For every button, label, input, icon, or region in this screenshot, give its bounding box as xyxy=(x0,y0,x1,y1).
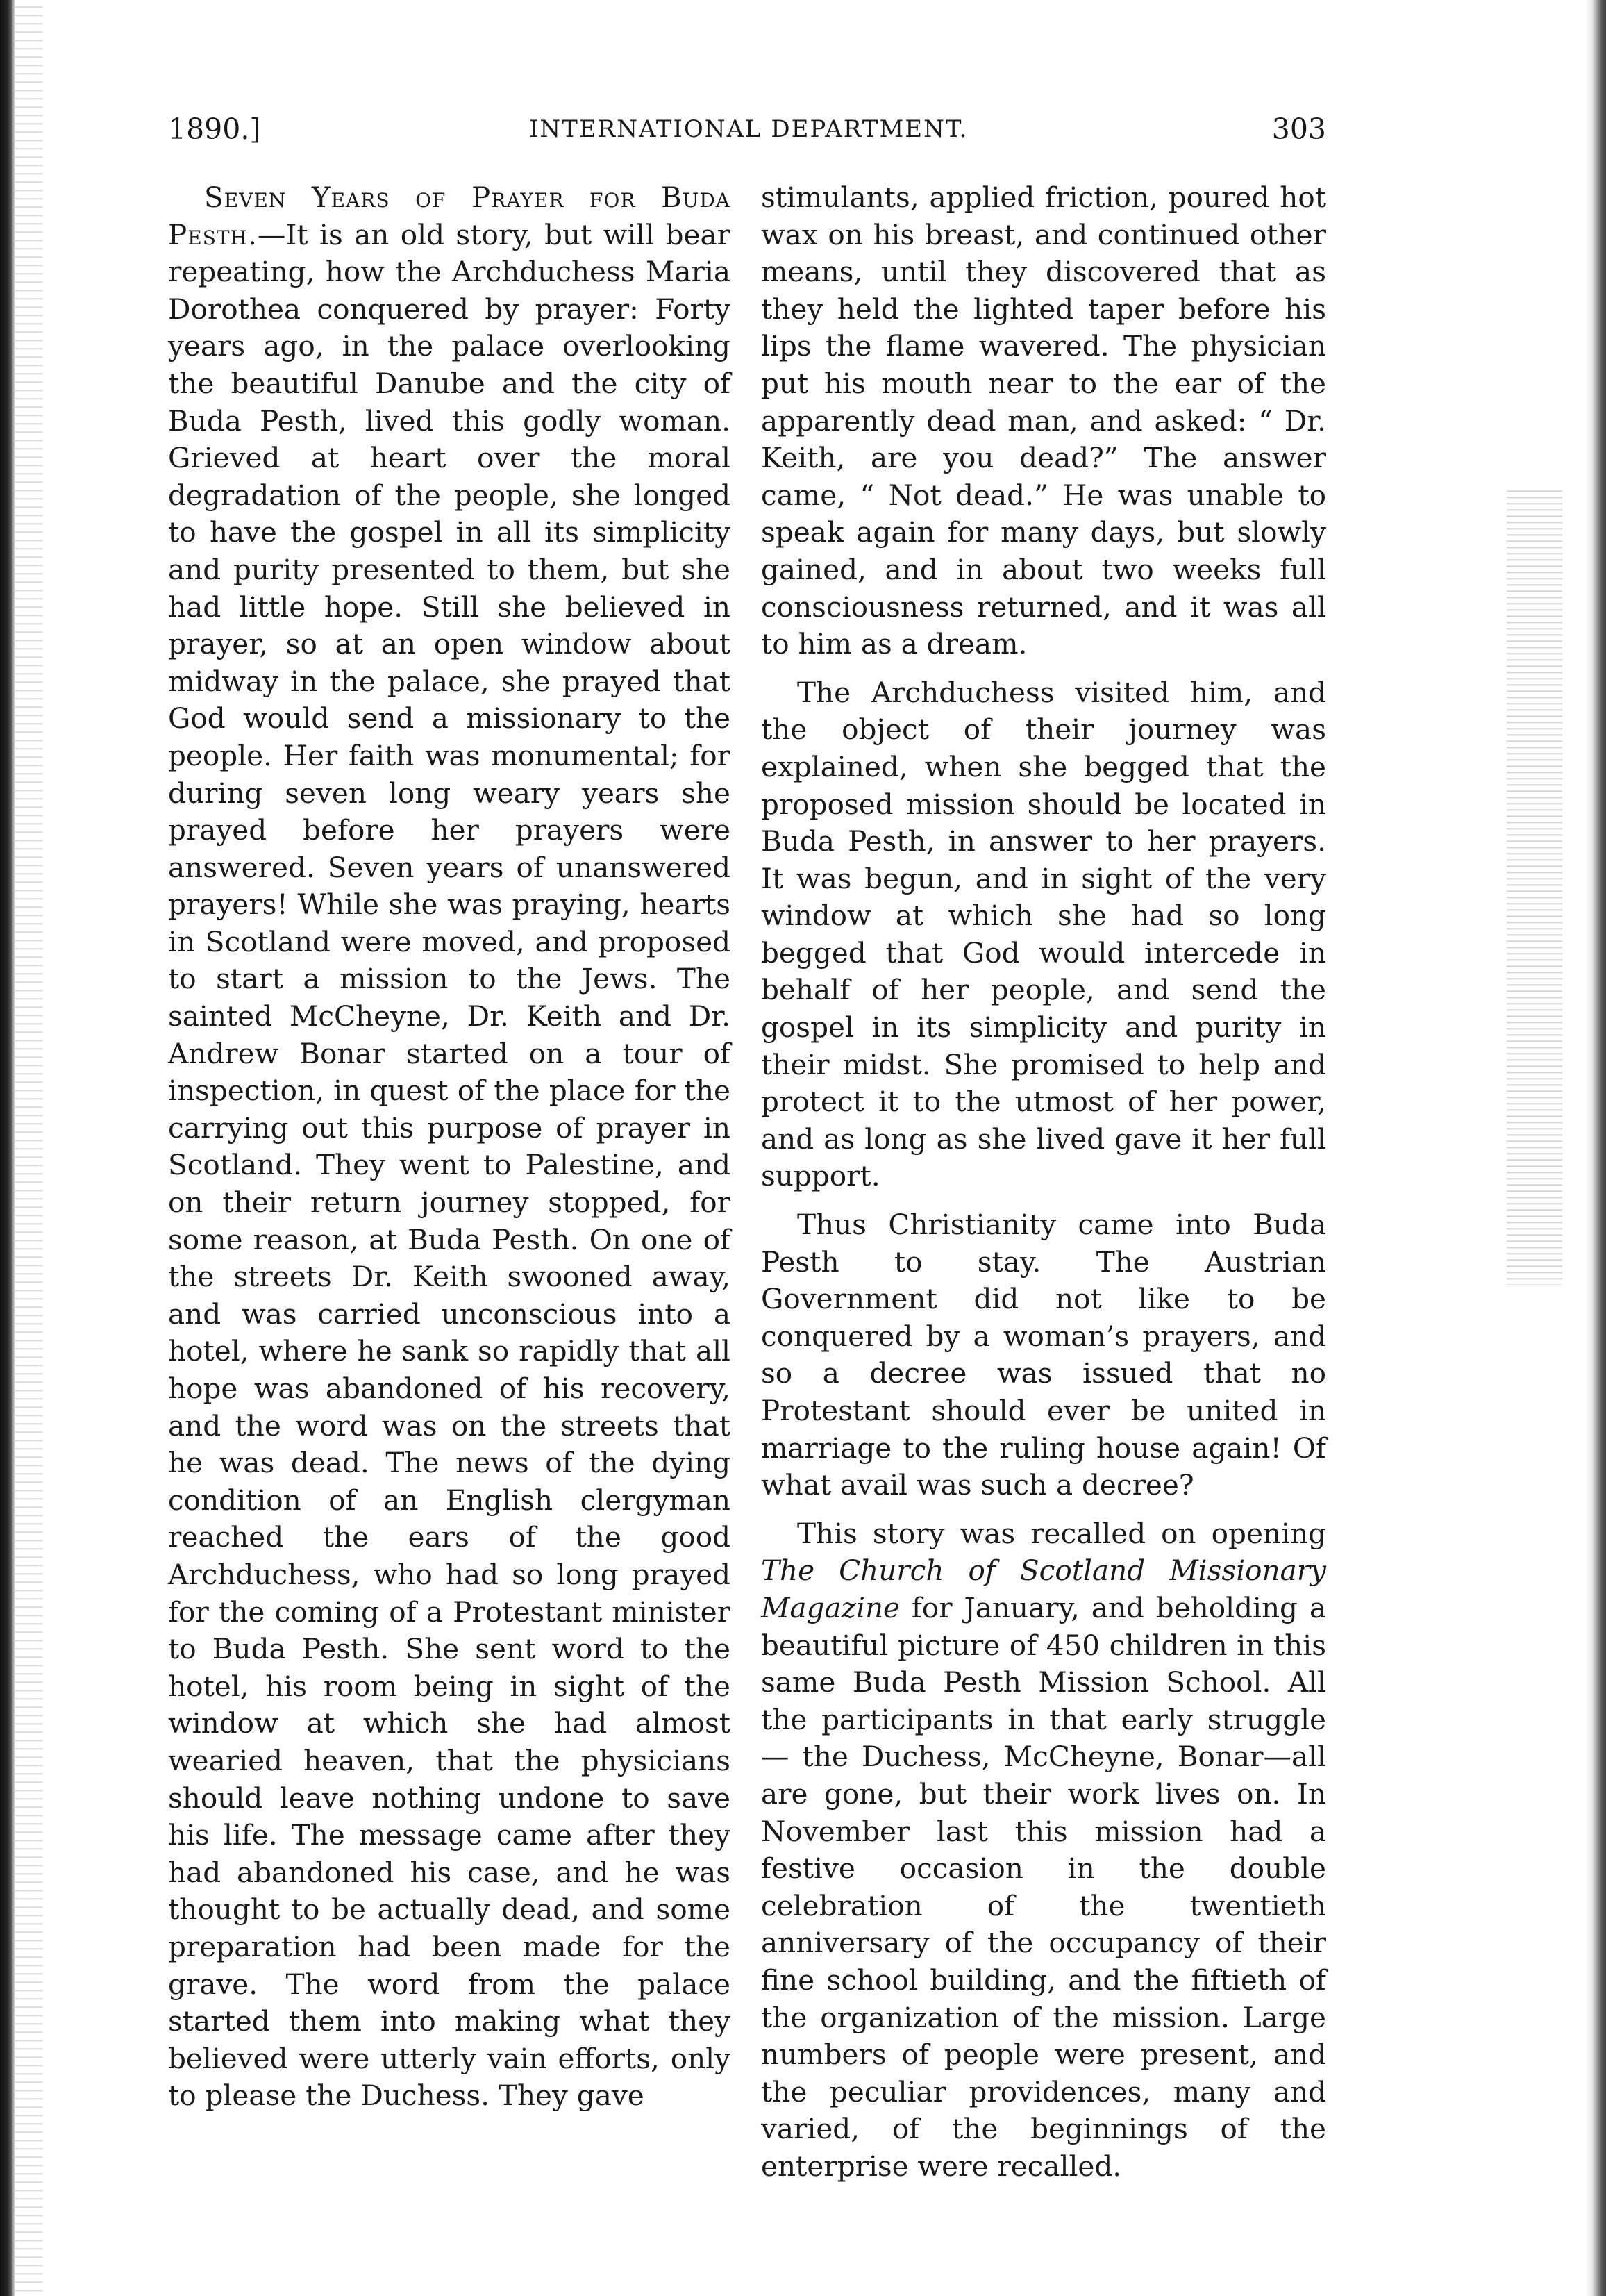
article-text-left: —It is an old story, but will bear repeating, how the Archduchess Maria Dorothea conquered by prayer: Forty years ago, in the palace overlooking the beautiful Danube and the city of Buda Pesth, lived this godly woman. Grieved at heart over the moral degradation of the people, she longed to have the gospel in all its simplicity and purity presented to them, but she had little hope. Still she believed in prayer, so at an open window about midway in the palace, she prayed that God would send a missionary to the people. Her faith was monumental; for during seven long weary years she prayed before her prayers were answered. Seven years of unanswered prayers! While she was praying, hearts in Scotland were moved, and proposed to start a mission to the Jews. The sainted McCheyne, Dr. Keith and Dr. Andrew Bonar started on a tour of inspection, in quest of the place for the carrying out this purpose of prayer in Scotland. They went to Palestine, and on their return journey stopped, for some reason, at Buda Pesth. On one of the streets Dr. Keith swooned away, and was carried unconscious into a hotel, where he sank so rapidly that all hope was abandoned of his recovery, and the word was on the streets that he was dead. The news of the dying condition of an English clergyman reached the ears of the good Archduchess, who had so long prayed for the coming of a Protestant minister to Buda Pesth. She sent word to the hotel, his room being in sight of the window at which she had almost wearied heaven, that the physicians should leave nothing undone to save his life. The message came after they had abandoned his case, and he was thought to be actually dead, and some preparation had been made for the grave. The word from the palace started them into making what they believed were utterly vain efforts, only to please the Duchess. They gave xyxy=(168,217,730,2113)
article-paragraph-2: The Archduchess visited him, and the object of their journey was explained, when she begged that the proposed mission should be located in Buda Pesth, in answer to her prayers. It was begun, and in sight of the very window at which she had so long begged that God would intercede in behalf of her people, and send the gospel in its simplicity and purity in their midst. She promised to help and protect it to the utmost of her power, and as long as she lived gave it her full support. xyxy=(761,675,1326,1193)
scan-noise-right xyxy=(1507,486,1562,1285)
magazine-title: The Church of Scotland Missionary Magazine xyxy=(761,1554,1326,1624)
article-title: Seven Years of Prayer for Buda Pesth. xyxy=(168,181,730,251)
column-left xyxy=(168,179,730,2126)
header-running-title: INTERNATIONAL DEPARTMENT. xyxy=(529,115,969,143)
article-paragraph-1 xyxy=(168,179,730,2115)
binding-shadow-left xyxy=(0,0,15,2296)
paragraph-4-rest: for January, and beholding a beautiful picture of 450 children in this same Buda Pesth Mission School. All the participants in that early struggle — the Duchess, McCheyne, Bonar—all are gone, but their work lives on. In November last this mission had a festive occasion in the double celebration of the twentieth anniversary of the occupancy of their fine school building, and the fiftieth of the organization of the mission. Large numbers of people were present, and the peculiar providences, many and varied, of the beginnings of the enterprise were recalled. xyxy=(761,1590,1326,2183)
page-edge-right xyxy=(1557,0,1606,2296)
page-number: 303 xyxy=(1271,113,1326,146)
header-year: 1890.] xyxy=(168,113,261,146)
running-header xyxy=(168,113,1326,154)
column-right xyxy=(761,179,1326,2196)
article-paragraph-3: Thus Christianity came into Buda Pesth to stay. The Austrian Government did not like to be conquered by a woman’s prayers, and so a decree was issued that no Protestant should ever be united in marriage to the ruling house again! Of what avail was such a decree? xyxy=(761,1208,1326,1502)
article-paragraph-4 xyxy=(761,1515,1326,2186)
article-paragraph-continued: stimulants, applied friction, poured hot wax on his breast, and continued other means, until they discovered that as they held the lighted taper before his lips the flame wavered. The physician put his mouth near to the ear of the apparently dead man, and asked: “ Dr. Keith, are you dead?” The answer came, “ Not dead.” He was unable to speak again for many days, but slowly gained, and in about two weeks full consciousness returned, and it was all to him as a dream. xyxy=(761,181,1326,661)
scan-noise-left xyxy=(15,0,43,2296)
paragraph-4-lead: This story was recalled on opening xyxy=(797,1516,1326,1550)
